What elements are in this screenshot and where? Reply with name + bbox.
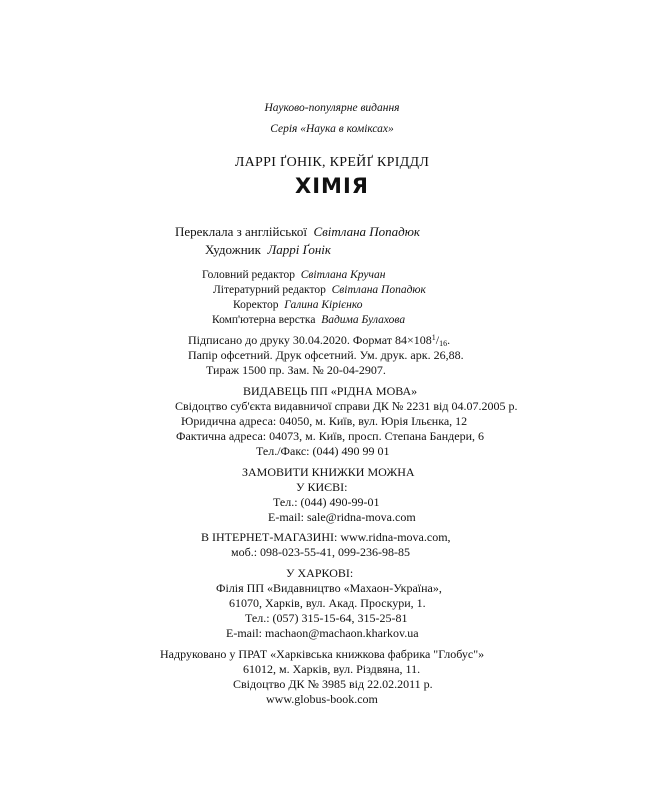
proofreader-name: Галина Кірієнко	[284, 299, 363, 311]
translator-label: Переклала з англійської	[175, 224, 307, 239]
run-line: Тираж 1500 пр. Зам. № 20-04-2907.	[206, 363, 386, 377]
kyiv-email: E-mail: sale@ridna-mova.com	[268, 510, 416, 524]
literary-editor-credit	[213, 285, 426, 297]
layout-name: Вадима Булахова	[321, 314, 406, 326]
literary-editor-name: Світлана Попадюк	[331, 284, 426, 296]
kyiv-heading: У КИЄВІ:	[296, 480, 348, 494]
series-line: Серія «Наука в коміксах»	[270, 123, 394, 135]
translator-name: Світлана Попадюк	[313, 224, 420, 239]
artist-label: Художник	[205, 242, 261, 257]
printer-site[interactable]: www.globus-book.com	[266, 692, 378, 706]
chief-editor-name: Світлана Кручан	[300, 269, 386, 281]
format-denominator: 16	[439, 339, 448, 348]
publisher-actual-address: Фактична адреса: 04073, м. Київ, просп. Степана Бандери, 6	[176, 429, 485, 443]
mobile-phones: моб.: 098-023-55-41, 099-236-98-85	[231, 545, 411, 559]
signed-line	[188, 334, 450, 348]
online-shop: В ІНТЕРНЕТ-МАГАЗИНІ: www.ridna-mova.com,	[201, 530, 451, 544]
kharkiv-branch: Філія ПП «Видавництво «Махаон-Україна»,	[216, 581, 442, 595]
kyiv-phone: Тел.: (044) 490-99-01	[273, 495, 380, 509]
proofreader-credit	[233, 300, 363, 312]
format-slash: /	[435, 333, 440, 347]
artist-name: Ларрі Ґонік	[267, 242, 331, 257]
publisher-name: ВИДАВЕЦЬ ПП «РІДНА МОВА»	[243, 384, 418, 398]
authors-line: ЛАРРІ ҐОНІК, КРЕЙҐ КРІДДЛ	[234, 155, 430, 170]
kharkiv-email: E-mail: machaon@machaon.kharkov.ua	[226, 626, 419, 640]
proofreader-label: Коректор	[233, 299, 279, 311]
signed-prefix: Підписано до друку 30.04.2020. Формат 84×108	[188, 333, 432, 347]
kharkiv-heading: У ХАРКОВІ:	[286, 566, 354, 580]
artist-credit	[205, 243, 331, 256]
printer-address: 61012, м. Харків, вул. Різдвяна, 11.	[243, 662, 421, 676]
chief-editor-credit	[202, 270, 385, 282]
kharkiv-address: 61070, Харків, вул. Акад. Проскури, 1.	[229, 596, 426, 610]
genre-line: Науково-популярне видання	[264, 102, 400, 114]
format-end: .	[447, 333, 451, 347]
printer-certificate: Свідоцтво ДК № 3985 від 22.02.2011 р.	[233, 677, 433, 691]
format-numerator: 1	[431, 333, 436, 342]
kharkiv-phone: Тел.: (057) 315-15-64, 315-25-81	[245, 611, 408, 625]
publisher-phone: Тел./Факс: (044) 490 99 01	[256, 444, 390, 458]
orders-heading: ЗАМОВИТИ КНИЖКИ МОЖНА	[242, 465, 415, 479]
chief-editor-label: Головний редактор	[202, 269, 295, 281]
publisher-certificate: Свідоцтво суб'єкта видавничої справи ДК № 2231 від 04.07.2005 р.	[175, 399, 518, 413]
paper-line: Папір офсетний. Друк офсетний. Ум. друк. арк. 26,88.	[188, 348, 464, 362]
layout-label: Комп'ютерна верстка	[212, 314, 316, 326]
translator-credit	[175, 225, 420, 238]
book-title: ХІМІЯ	[295, 174, 369, 198]
literary-editor-label: Літературний редактор	[213, 284, 326, 296]
publisher-legal-address: Юридична адреса: 04050, м. Київ, вул. Юрія Ільєнка, 12	[181, 414, 468, 428]
printer-line: Надруковано у ПРАТ «Харківська книжкова фабрика "Глобус"»	[160, 647, 485, 661]
layout-credit	[212, 315, 405, 327]
